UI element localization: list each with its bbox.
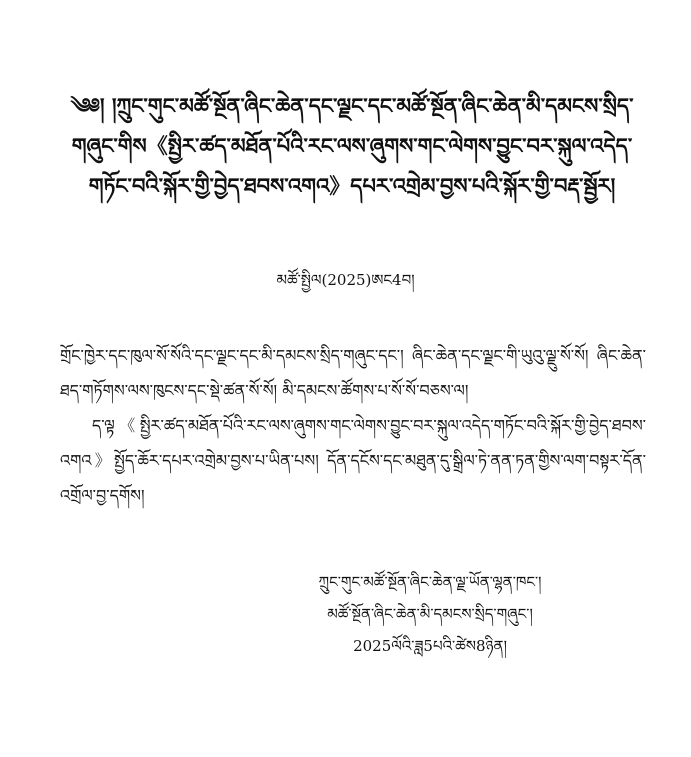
issuer-party-committee: ཀྲུང་གུང་མཚོ་སྔོན་ཞིང་ཆེན་ལྗ་ཡོན་ལྷན་ཁང་། (318, 573, 542, 591)
salutation-paragraph: གྲོང་ཁྱེར་དང་ཁུལ་སོ་སོའི་དང་ལྗང་དང་མི་དམངས་སྲིད་གཞུང་དང་། ཞིང་ཆེན་དང་ལྗང་གི་ཡུའུ་ལྗུ་སོ་སོ། ཞིང་ཆེན་ཐད་གཏོགས་ལས་ཁུངས་དང་སྡེ་ཚན་སོ་སོ། མི་དམངས་ཚོགས་པ་སོ་སོ་བཅས་ལ། (60, 346, 646, 400)
document-number: མཚོ་སྤྱིལ(2025)ཨང4བ། (276, 271, 415, 289)
signature-block (300, 566, 560, 662)
document-title: ༄༅། །ཀྲུང་གུང་མཚོ་སྔོན་ཞིང་ཆེན་དང་ལྗང་དང་མཚོ་སྔོན་ཞིང་ཆེན་མི་དམངས་སྲིད་གཞུང་གིས《སྤྱིར་ཚད་མཐོན་པོའི་རང་ལས་ཞུགས་གང་ལེགས་བྱུང་བར་སྐུལ་འདེད་གཏོང་བའི་སྐོར་གྱི་བྱེད་ཐབས་འགའ》དཔར་འགྲེམ་བྱས་པའི་སྐོར་གྱི་བརྡ་སྦྱོར། (70, 93, 634, 198)
issue-date: 2025ལོའི་ཟླ5པའི་ཚེས8ཉིན། (353, 637, 507, 655)
main-paragraph: ད་ལྟ《སྤྱིར་ཚད་མཐོན་པོའི་རང་ལས་ཞུགས་གང་ལེགས་བྱུང་བར་སྐུལ་འདེད་གཏོང་བའི་སྐོར་གྱི་བྱེད་ཐབས་འགའ》སྤྱོད་ཆོར་དཔར་འགྲེམ་བྱས་པ་ཡིན་པས། དོན་དངོས་དང་མཐུན་དུ་སྒྲིལ་ཏེ་ནན་ཏན་གྱིས་ལག་བསྟར་དོན་འགྲོལ་བྱ་དགོས། (60, 416, 646, 505)
issuer-government: མཚོ་སྔོན་ཞིང་ཆེན་མི་དམངས་སྲིད་གཞུང་། (327, 605, 533, 623)
document-body (60, 338, 646, 513)
